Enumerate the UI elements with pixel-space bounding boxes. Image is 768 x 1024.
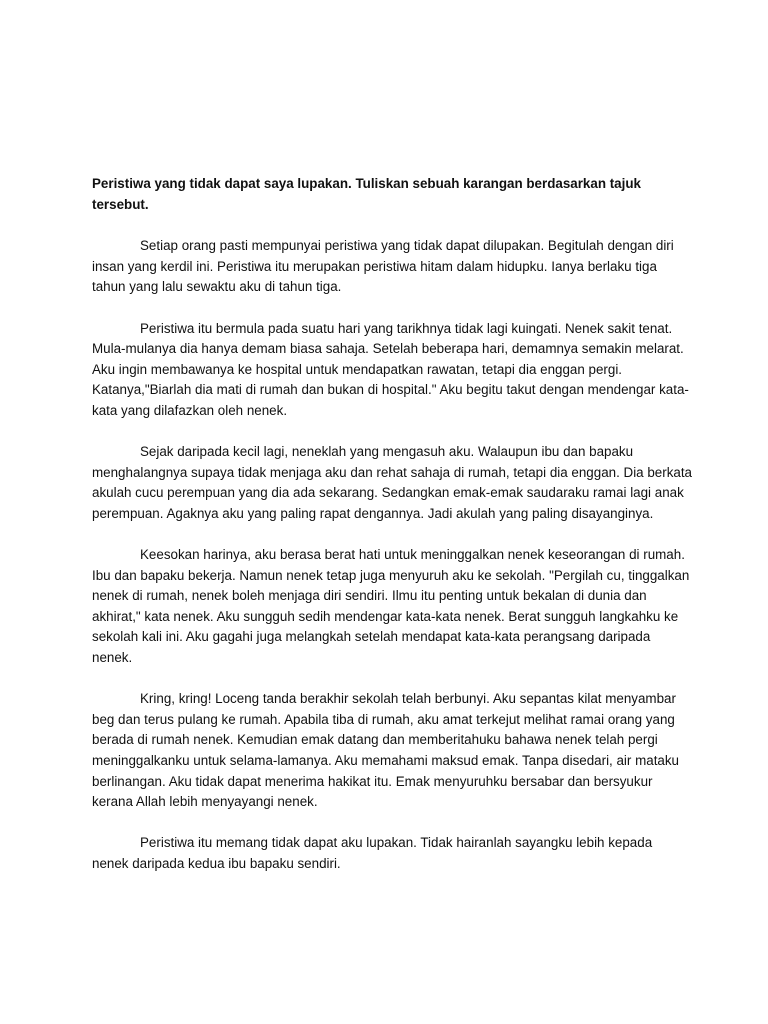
paragraph-2: Peristiwa itu bermula pada suatu hari yang tarikhnya tidak lagi kuingati. Nenek sakit tenat. Mula-mulanya dia hanya demam biasa sahaja. Setelah beberapa hari, demamnya semakin melarat. Aku ingin membawanya ke hospital untuk mendapatkan rawatan, tetapi dia enggan pergi. Katanya,"Biarlah dia mati di rumah dan bukan di hospital." Aku begitu takut dengan mendengar kata-kata yang dilafazkan oleh nenek. [92, 320, 689, 418]
document-body [92, 174, 692, 895]
paragraph-5: Kring, kring! Loceng tanda berakhir sekolah telah berbunyi. Aku sepantas kilat menyambar beg dan terus pulang ke rumah. Apabila tiba di rumah, aku amat terkejut melihat ramai orang yang berada di rumah nenek. Kemudian emak datang dan memberitahuku bahawa nenek telah pergi meninggalkanku untuk selama-lamanya. Aku memahami maksud emak. Tanpa disedari, air mataku berlinangan. Aku tidak dapat menerima hakikat itu. Emak menyuruhku bersabar dan bersyukur kerana Allah lebih menyayangi nenek. [92, 691, 680, 810]
paragraph-4: Keesokan harinya, aku berasa berat hati untuk meninggalkan nenek keseorangan di rumah. Ibu dan bapaku bekerja. Namun nenek tetap juga menyuruh aku ke sekolah. "Pergilah cu, tinggalkan nenek di rumah, nenek boleh menjaga diri sendiri. Ilmu itu penting untuk bekalan di dunia dan akhirat," kata nenek. Aku sungguh sedih mendengar kata-kata nenek. Berat sungguh langkahku ke sekolah kali ini. Aku gagahi juga melangkah setelah mendapat kata-kata perangsang daripada nenek. [92, 547, 690, 666]
paragraph-1: Setiap orang pasti mempunyai peristiwa yang tidak dapat dilupakan. Begitulah dengan diri insan yang kerdil ini. Peristiwa itu merupakan peristiwa hitam dalam hidupku. Ianya berlaku tiga tahun yang lalu sewaktu aku di tahun tiga. [92, 238, 674, 295]
paragraph-3: Sejak daripada kecil lagi, neneklah yang mengasuh aku. Walaupun ibu dan bapaku menghalangnya supaya tidak menjaga aku dan rehat sahaja di rumah, tetapi dia enggan. Dia berkata akulah cucu perempuan yang dia ada sekarang. Sedangkan emak-emak saudaraku ramai lagi anak perempuan. Agaknya aku yang paling rapat dengannya. Jadi akulah yang paling disayanginya. [92, 444, 693, 521]
paragraph-6: Peristiwa itu memang tidak dapat aku lupakan. Tidak hairanlah sayangku lebih kepada nenek daripada kedua ibu bapaku sendiri. [92, 835, 653, 871]
essay-title: Peristiwa yang tidak dapat saya lupakan. Tuliskan sebuah karangan berdasarkan tajuk tersebut. [92, 176, 641, 212]
